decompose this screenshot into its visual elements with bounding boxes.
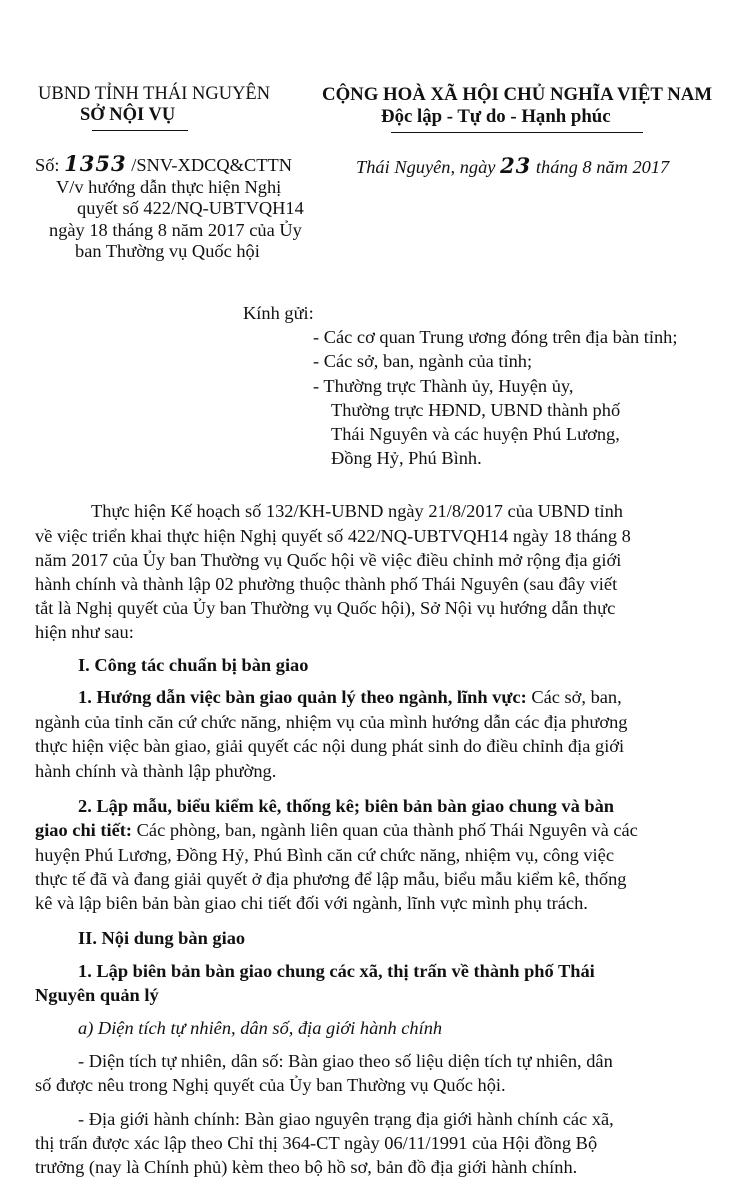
item-lead: 1. Hướng dẫn việc bàn giao quản lý theo ngành, lĩnh vực: <box>78 687 527 707</box>
motto-underline <box>391 132 643 133</box>
recipients-label: Kính gửi: <box>243 303 314 323</box>
paragraph-line: thực hiện việc bàn giao, giải quyết các nội dung phát sinh do điều chỉnh địa giới <box>35 736 625 756</box>
intro-paragraph-line: hiện như sau: <box>35 622 134 642</box>
date-prefix: Thái Nguyên, ngày <box>356 157 496 177</box>
subsection-heading: a) Diện tích tự nhiên, dân số, địa giới hành chính <box>78 1018 443 1038</box>
subject-line: V/v hướng dẫn thực hiện Nghị <box>56 177 282 197</box>
national-motto: Độc lập - Tự do - Hạnh phúc <box>381 106 611 127</box>
intro-paragraph-line: Thực hiện Kế hoạch số 132/KH-UBND ngày 21/8/2017 của UBND tỉnh <box>91 501 623 521</box>
item-text: Các phòng, ban, ngành liên quan của thành phố Thái Nguyên và các <box>136 820 638 840</box>
paragraph-line: số được nêu trong Nghị quyết của Ủy ban Thường vụ Quốc hội. <box>35 1075 506 1095</box>
paragraph-line: kê và lập biên bản bàn giao chi tiết đối với ngành, lĩnh vực mình phụ trách. <box>35 893 588 913</box>
handwritten-number: 1353 <box>64 151 127 176</box>
intro-paragraph-line: tắt là Nghị quyết của Ủy ban Thường vụ Quốc hội), Sở Nội vụ hướng dẫn thực <box>35 598 616 618</box>
subject-line: ban Thường vụ Quốc hội <box>75 241 260 261</box>
paragraph-line: - Diện tích tự nhiên, dân số: Bàn giao theo số liệu diện tích tự nhiên, dân <box>78 1051 613 1071</box>
number-suffix: /SNV-XDCQ&CTTN <box>131 155 292 175</box>
subject-line: quyết số 422/NQ-UBTVQH14 <box>77 198 304 218</box>
item-text: Các sở, ban, <box>531 687 622 707</box>
intro-paragraph-line: về việc triển khai thực hiện Nghị quyết số 422/NQ-UBTVQH14 ngày 18 tháng 8 <box>35 526 631 546</box>
paragraph-line <box>78 687 622 708</box>
paragraph-line: huyện Phú Lương, Đồng Hỷ, Phú Bình căn cứ chức năng, nhiệm vụ, công việc <box>35 845 614 865</box>
paragraph-line: ngành của tỉnh căn cứ chức năng, nhiệm vụ của mình hướng dẫn các địa phương <box>35 712 628 732</box>
issuing-authority: UBND TỈNH THÁI NGUYÊN <box>38 84 271 104</box>
item-heading: Nguyên quản lý <box>35 985 159 1005</box>
handwritten-day: 23 <box>500 153 532 178</box>
item-heading: 1. Lập biên bản bàn giao chung các xã, thị trấn về thành phố Thái <box>78 961 595 981</box>
department-underline <box>92 130 188 131</box>
paragraph-line: trưởng (nay là Chính phủ) kèm theo bộ hồ sơ, bản đồ địa giới hành chính. <box>35 1157 578 1177</box>
issuing-department: SỞ NỘI VỤ <box>80 105 176 125</box>
section-heading: II. Nội dung bàn giao <box>78 928 246 948</box>
item-lead: giao chi tiết: <box>35 820 133 840</box>
paragraph-line: hành chính và thành lập phường. <box>35 761 277 781</box>
intro-paragraph-line: hành chính và thành lập 02 phường thuộc thành phố Thái Nguyên (sau đây viết <box>35 574 618 594</box>
document-number <box>35 151 292 176</box>
paragraph-line <box>35 820 638 841</box>
recipient-item-cont: Thường trực HĐND, UBND thành phố <box>331 400 621 420</box>
recipient-item-cont: Đồng Hỷ, Phú Bình. <box>331 448 482 468</box>
issue-date <box>356 153 669 178</box>
date-suffix: tháng 8 năm 2017 <box>535 157 670 177</box>
item-heading: 2. Lập mẫu, biểu kiểm kê, thống kê; biên bản bàn giao chung và bàn <box>78 796 615 816</box>
section-heading: I. Công tác chuẩn bị bàn giao <box>78 655 309 675</box>
recipient-item: - Thường trực Thành ủy, Huyện ủy, <box>313 376 574 396</box>
recipient-item: - Các cơ quan Trung ương đóng trên địa bàn tỉnh; <box>313 327 678 347</box>
recipient-item-cont: Thái Nguyên và các huyện Phú Lương, <box>331 424 620 444</box>
national-title: CỘNG HOÀ XÃ HỘI CHỦ NGHĨA VIỆT NAM <box>322 84 713 105</box>
recipient-item: - Các sở, ban, ngành của tỉnh; <box>313 351 533 371</box>
intro-paragraph-line: năm 2017 của Ủy ban Thường vụ Quốc hội về việc điều chỉnh mở rộng địa giới <box>35 550 622 570</box>
paragraph-line: thực tế đã và đang giải quyết ở địa phương để lập mẫu, biểu mẫu kiểm kê, thống <box>35 869 627 889</box>
paragraph-line: - Địa giới hành chính: Bàn giao nguyên trạng địa giới hành chính các xã, <box>78 1109 614 1129</box>
paragraph-line: thị trấn được xác lập theo Chỉ thị 364-CT ngày 06/11/1991 của Hội đồng Bộ <box>35 1133 598 1153</box>
number-prefix: Số: <box>35 155 60 175</box>
subject-line: ngày 18 tháng 8 năm 2017 của Ủy <box>49 220 302 240</box>
